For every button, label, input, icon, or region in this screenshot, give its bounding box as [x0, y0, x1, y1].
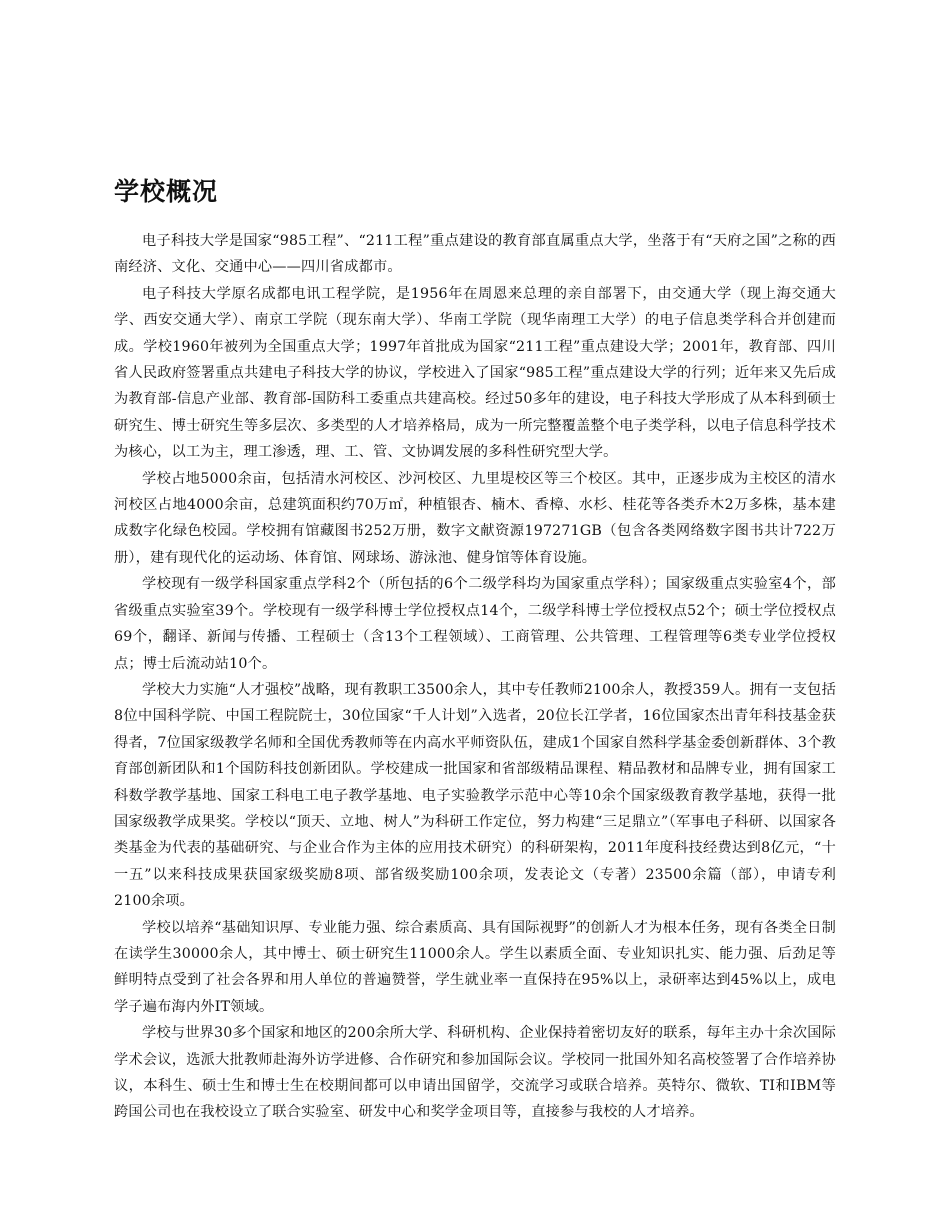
paragraph-history: 电子科技大学原名成都电讯工程学院，是1956年在周恩来总理的亲自部署下，由交通大学（现上海交通大学、西安交通大学）、南京工学院（现东南大学）、华南工学院（现华南理工大学）的电子信息类学科合并创建而成。学校1960年被列为全国重点大学；1997年首批成为国家“211工程”重点建设大学；2001年，教育部、四川省人民政府签署重点共建电子科技大学的协议，学校进入了国家“985工程”重点建设大学的行列；近年来又先后成为教育部-信息产业部、教育部-国防科工委重点共建高校。经过50多年的建设，电子科技大学形成了从本科到硕士研究生、博士研究生等多层次、多类型的人才培养格局，成为一所完整覆盖整个电子类学科，以电子信息科学技术为核心，以工为主，理工渗透，理、工、管、文协调发展的多科性研究型大学。: [114, 285, 836, 461]
paragraph-campus: 学校占地5000余亩，包括清水河校区、沙河校区、九里堤校区等三个校区。其中，正逐步成为主校区的清水河校区占地4000余亩，总建筑面积约70万㎡，种植银杏、楠木、香樟、水杉、桂花等各类乔木2万多株，基本建成数字化绿色校园。学校拥有馆藏图书252万册，数字文献资源197271GB（包含各类网络数字图书共计722万册），建有现代化的运动场、体育馆、网球场、游泳池、健身馆等体育设施。: [114, 470, 836, 566]
paragraph-intro: 电子科技大学是国家“985工程”、“211工程”重点建设的教育部直属重点大学，坐落于有“天府之国”之称的西南经济、文化、交通中心——四川省成都市。: [114, 233, 836, 276]
page-title: 学校概况: [114, 177, 219, 206]
paragraph-international: 学校与世界30多个国家和地区的200余所大学、科研机构、企业保持着密切友好的联系，每年主办十余次国际学术会议，选派大批教师赴海外访学进修、合作研究和参加国际会议。学校同一批国外知名高校签署了合作培养协议，本科生、硕士生和博士生在校期间都可以申请出国留学，交流学习或联合培养。英特尔、微软、TI和IBM等跨国公司也在我校设立了联合实验室、研发中心和奖学金项目等，直接参与我校的人才培养。: [114, 1025, 836, 1121]
paragraph-students: 学校以培养“基础知识厚、专业能力强、综合素质高、具有国际视野”的创新人才为根本任务，现有各类全日制在读学生30000余人，其中博士、硕士研究生11000余人。学生以素质全面、专业知识扎实、能力强、后劲足等鲜明特点受到了社会各界和用人单位的普遍赞誉，学生就业率一直保持在95%以上，录研率达到45%以上，成电学子遍布海内外IT领域。: [114, 919, 836, 1015]
paragraph-disciplines: 学校现有一级学科国家重点学科2个（所包括的6个二级学科均为国家重点学科）；国家级重点实验室4个，部省级重点实验室39个。学校现有一级学科博士学位授权点14个，二级学科博士学位授权点52个；硕士学位授权点69个，翻译、新闻与传播、工程硕士（含13个工程领域）、工商管理、公共管理、工程管理等6类专业学位授权点；博士后流动站10个。: [114, 576, 836, 672]
paragraph-faculty-research: 学校大力实施“人才强校”战略，现有教职工3500余人，其中专任教师2100余人，教授359人。拥有一支包括8位中国科学院、中国工程院院士，30位国家“千人计划”入选者，20位长江学者，16位国家杰出青年科技基金获得者，7位国家级教学名师和全国优秀教师等在内高水平师资队伍，建成1个国家自然科学基金委创新群体、3个教育部创新团队和1个国防科技创新团队。学校建成一批国家和省部级精品课程、精品教材和品牌专业，拥有国家工科数学教学基地、国家工科电工电子教学基地、电子实验教学示范中心等10余个国家级教育教学基地，获得一批国家级教学成果奖。学校以“顶天、立地、树人”为科研工作定位，努力构建“三足鼎立”（军事电子科研、以国家各类基金为代表的基础研究、与企业合作为主体的应用技术研究）的科研架构，2011年度科技经费达到8亿元，“十一五”以来科技成果获国家级奖励8项、部省级奖励100余项，发表论文（专著）23500余篇（部），申请专利2100余项。: [114, 681, 836, 910]
document-page: [114, 172, 836, 1126]
